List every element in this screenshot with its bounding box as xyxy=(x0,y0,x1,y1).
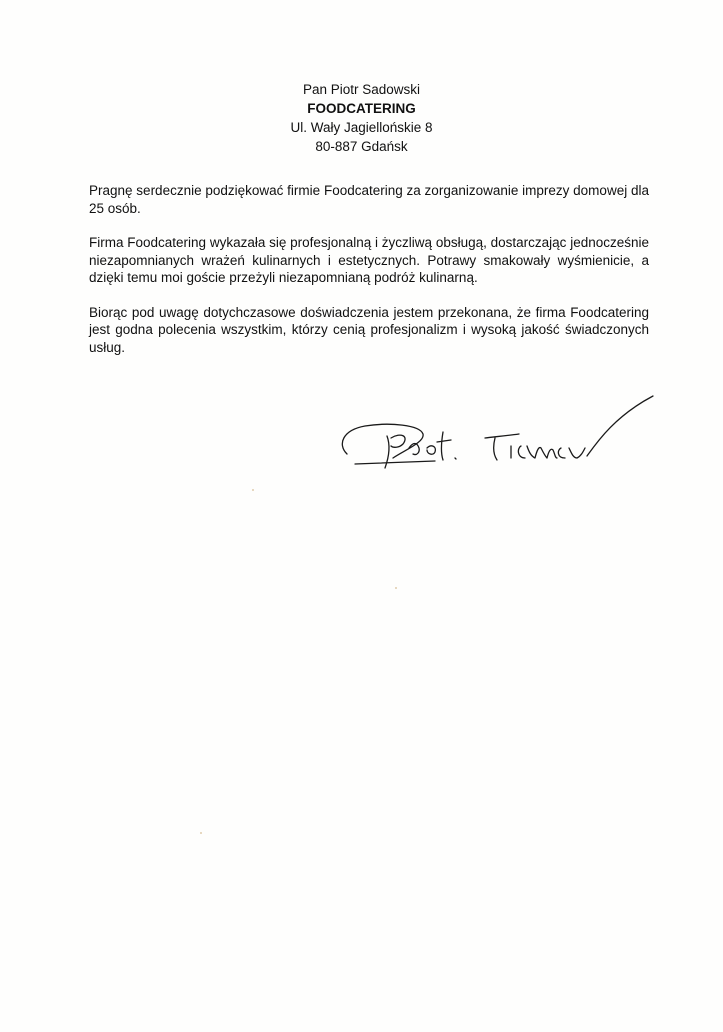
letter-body xyxy=(89,182,649,373)
paragraph-service: Firma Foodcatering wykazała się profesjonalną i życzliwą obsługą, dostarczając jednocześnie niezapomnianych wrażeń kulinarnych i estetycznych. Potrawy smakowały wyśmienicie, a dzięki temu moi goście przeżyli niezapomnianą podróż kulinarną. xyxy=(89,235,649,285)
paragraph-recommendation: Biorąc pod uwagę dotychczasowe doświadczenia jestem przekonana, że firma Foodcatering jest godna polecenia wszystkim, którzy cenią profesjonalizm i wysoką jakość świadczonych usług. xyxy=(89,304,649,355)
recipient-name: Pan Piotr Sadowski xyxy=(302,82,421,97)
handwritten-signature xyxy=(335,392,665,482)
signature-abbrev-stroke xyxy=(427,432,456,460)
recipient-company: FOODCATERING xyxy=(307,101,416,116)
signature-cross-stroke xyxy=(355,461,435,464)
paragraph-thanks: Pragnę serdecznie podziękować firmie Foodcatering za zorganizowanie imprezy domowej dla 25 osób. xyxy=(89,183,649,216)
paper-speck xyxy=(395,587,397,589)
signature-loop-stroke xyxy=(342,424,423,458)
signature-surname-stroke xyxy=(485,396,653,460)
recipient-city: 80-887 Gdańsk xyxy=(315,139,408,154)
paper-speck xyxy=(252,489,254,491)
recipient-address-block xyxy=(0,80,723,156)
recipient-street: Ul. Wały Jagiellońskie 8 xyxy=(290,120,433,135)
paper-speck xyxy=(200,832,202,834)
